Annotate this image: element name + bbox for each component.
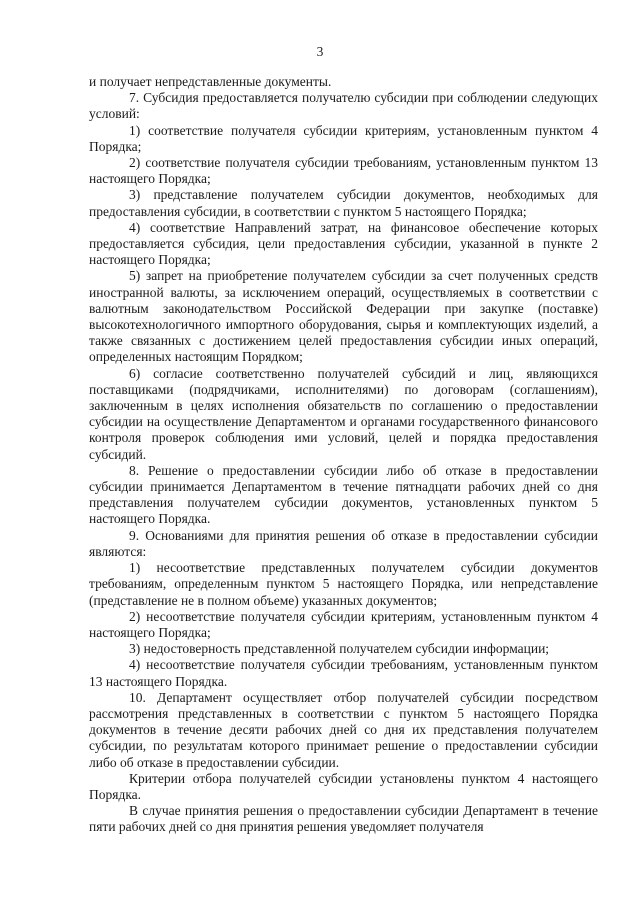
paragraph-continuation: и получает непредставленные документы.: [89, 74, 332, 89]
list-item: 5) запрет на приобретение получателем субсидии за счет полученных средств иностранной валюты, за исключением операций, осуществляемых в соответствии с валютным законодательством Российской Федерации при закупке (поставке) высокотехнологичного импортного оборудования, сырья и комплектующих изделий, а также связанных с достижением целей предоставления субсидии иных операций, определенных настоящим Порядком;: [89, 268, 598, 365]
list-item: 3) недостоверность представленной получателем субсидии информации;: [129, 641, 550, 657]
paragraph-clause-9: 9. Основаниями для принятия решения об отказе в предоставлении субсидии являются:: [89, 527, 598, 559]
paragraph-clause-7: 7. Субсидия предоставляется получателю субсидии при соблюдении следующих условий:: [89, 90, 598, 122]
paragraph-clause-10: 10. Департамент осуществляет отбор получателей субсидии посредством рассмотрения представленных в соответствии с пунктом 5 настоящего Порядка документов в течение десяти рабочих дней со дня их представления получателем субсидии, по результатам которого принимает решение о предоставлении субсидии либо об отказе в предоставлении субсидии.: [89, 689, 598, 770]
list-item: 4) несоответствие получателя субсидии требованиям, установленным пунктом 13 настоящего Порядка.: [89, 657, 598, 689]
list-item: 1) соответствие получателя субсидии критериям, установленным пунктом 4 Порядка;: [89, 122, 598, 154]
page-number: 3: [316, 44, 324, 59]
list-item: 4) соответствие Направлений затрат, на финансовое обеспечение которых предоставляется субсидия, цели предоставления субсидии, указанной в пункте 2 настоящего Порядка;: [89, 219, 598, 268]
list-item: 3) представление получателем субсидии документов, необходимых для предоставления субсидии, в соответствии с пунктом 5 настоящего Порядка;: [89, 187, 598, 219]
list-item: 6) согласие соответственно получателей субсидий и лиц, являющихся поставщиками (подрядчиками, исполнителями) по договорам (соглашениям), заключенным в целях исполнения обязательств по соглашению о предоставлении субсидии на осуществление Департаментом и органами государственного финансового контроля проверок соблюдения ими условий, целей и порядка предоставления субсидий.: [89, 365, 598, 462]
list-item: 2) соответствие получателя субсидии требованиям, установленным пунктом 13 настоящего Порядка;: [89, 155, 598, 187]
document-body: [89, 74, 598, 836]
paragraph-clause-8: 8. Решение о предоставлении субсидии либо об отказе в предоставлении субсидии принимается Департаментом в течение пятнадцати рабочих дней со дня представления получателем субсидии документов, установленных пунктом 5 настоящего Порядка.: [89, 462, 598, 527]
paragraph: В случае принятия решения о предоставлении субсидии Департамент в течение пяти рабочих дней со дня принятия решения уведомляет получателя: [89, 803, 598, 835]
list-item: 1) несоответствие представленных получателем субсидии документов требованиям, определенным пунктом 5 настоящего Порядка, или непредставление (представление не в полном объеме) указанных документов;: [89, 560, 598, 608]
paragraph: Критерии отбора получателей субсидии установлены пунктом 4 настоящего Порядка.: [89, 770, 598, 802]
list-item: 2) несоответствие получателя субсидии критериям, установленным пунктом 4 настоящего Порядка;: [89, 608, 598, 640]
